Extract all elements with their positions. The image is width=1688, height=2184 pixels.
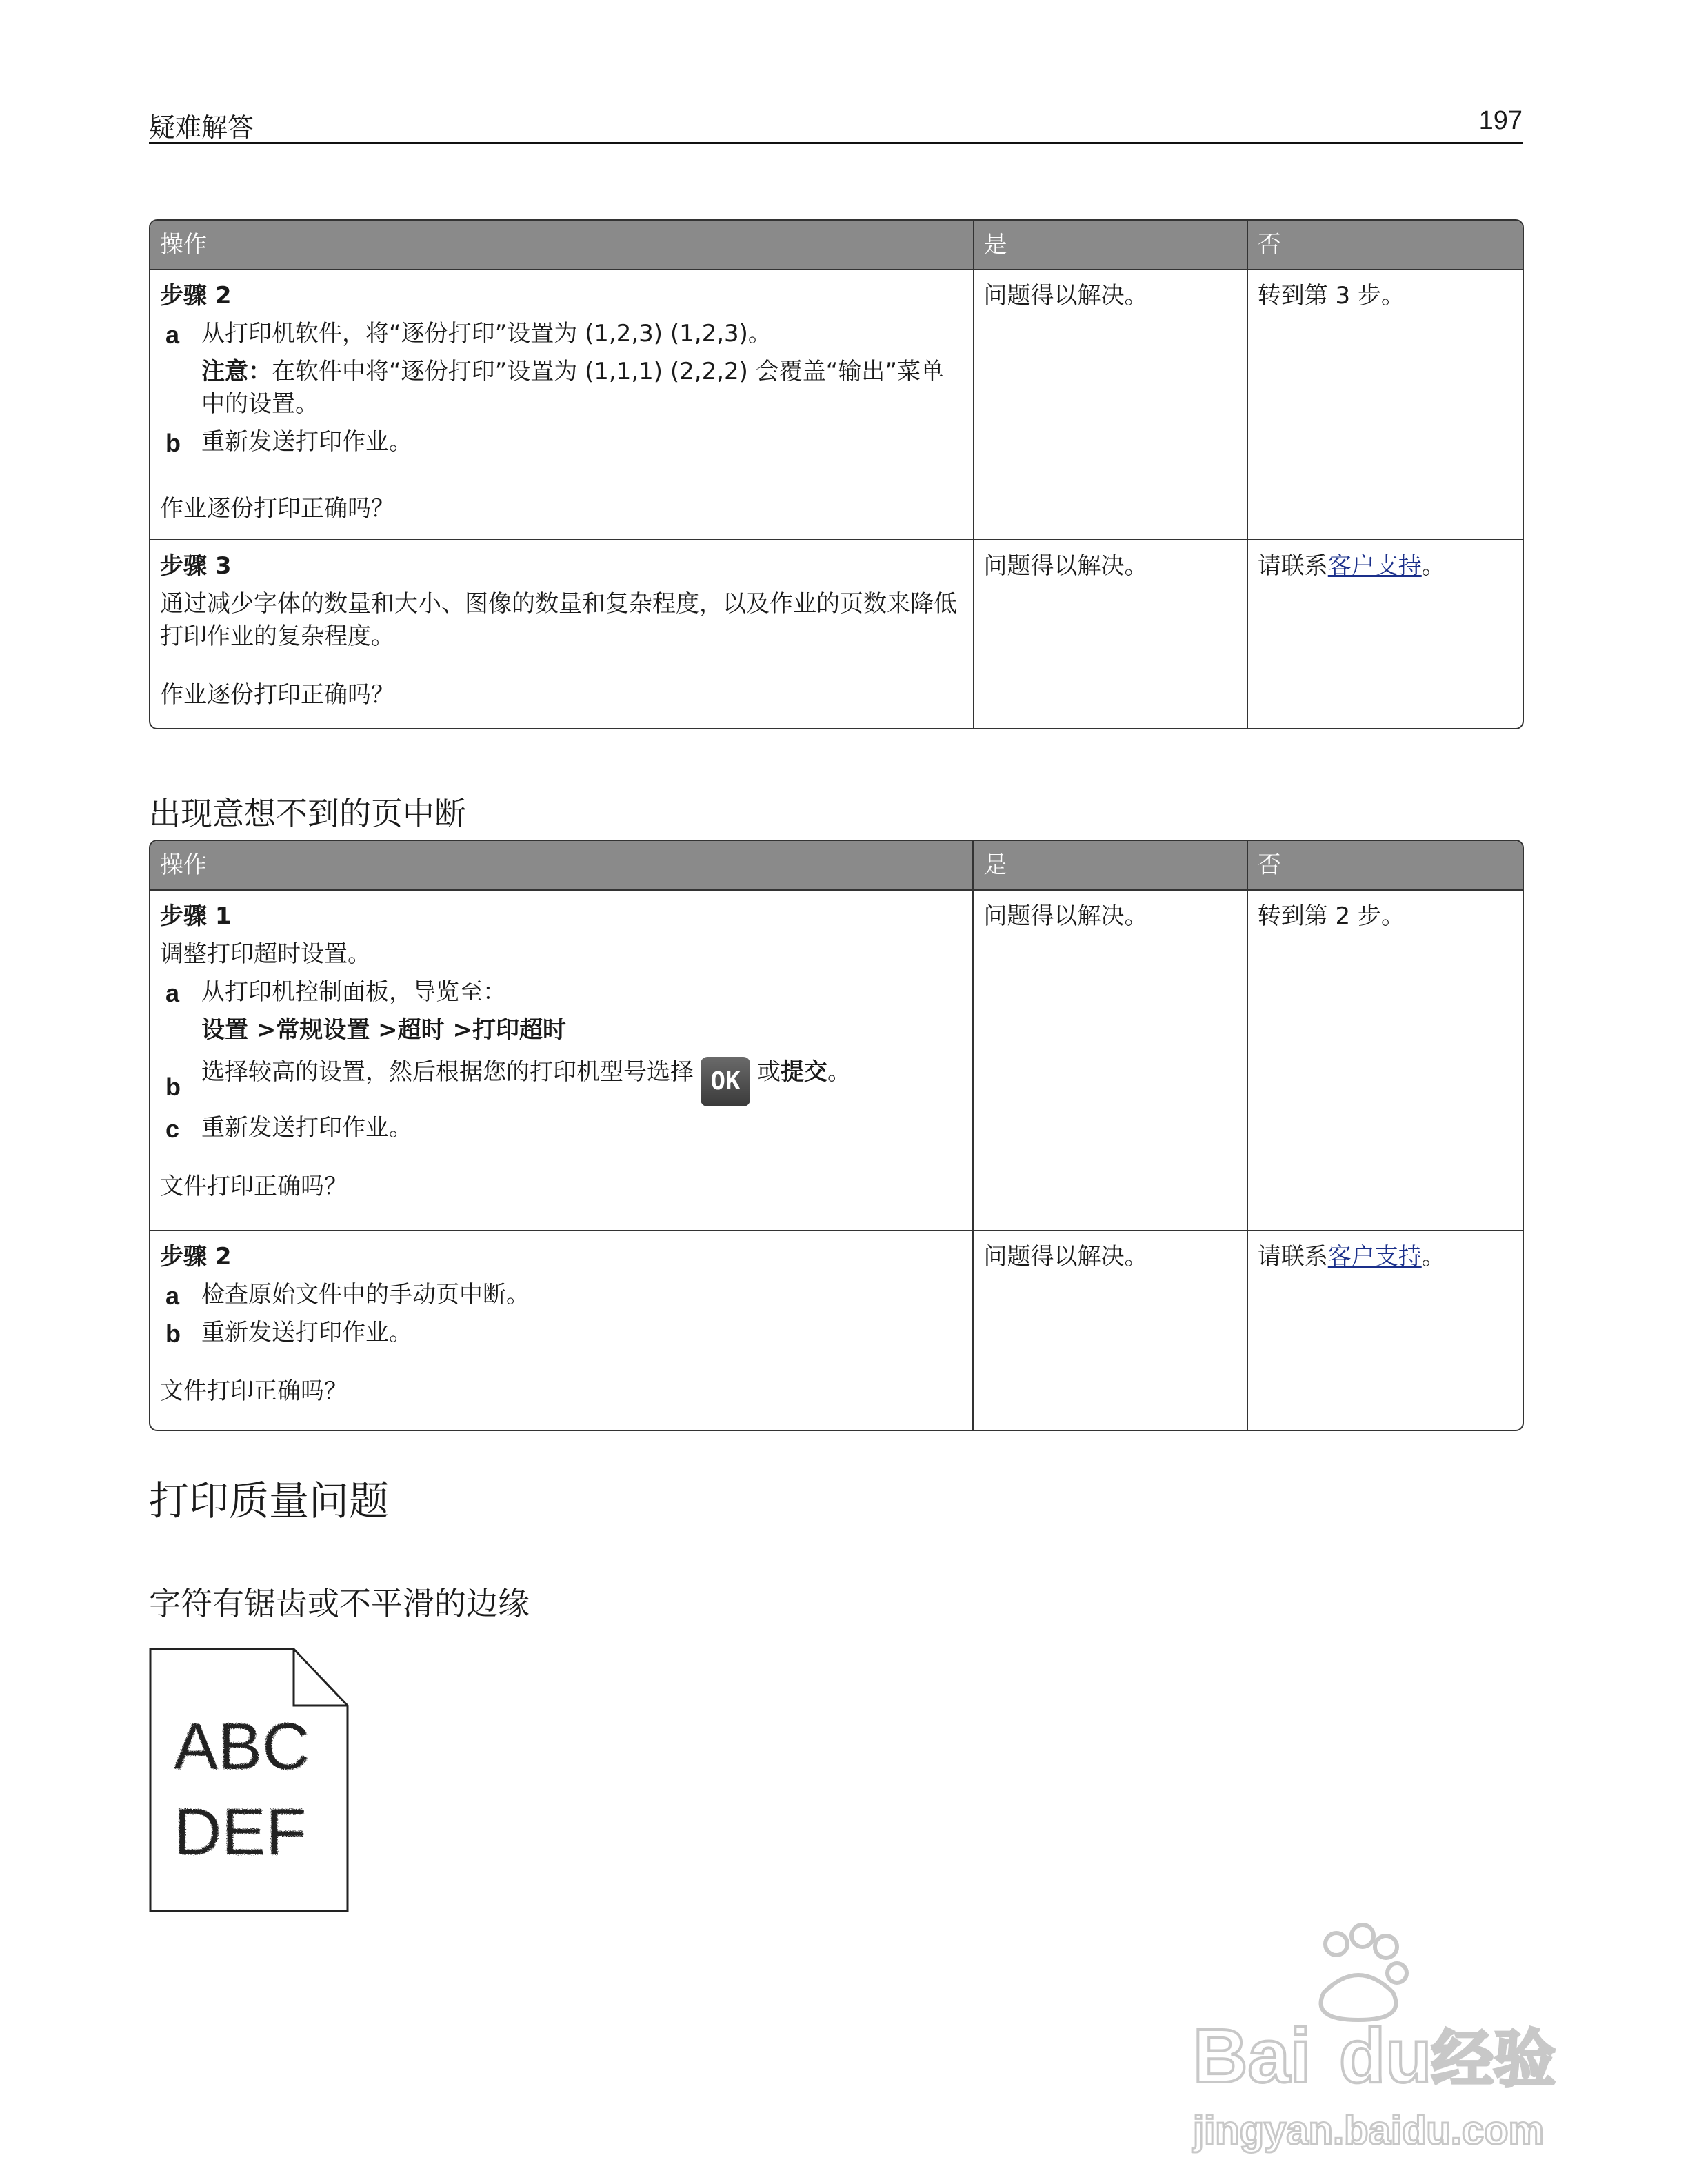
step-question: 文件打印正确吗？ — [160, 1377, 348, 1405]
substep-letter: c — [165, 1114, 180, 1143]
ok-button-icon: OK — [701, 1057, 750, 1106]
substep-text: 重新发送打印作业。 — [201, 1113, 412, 1142]
column-header-action: 操作 — [150, 221, 974, 270]
no-cell — [1248, 1231, 1523, 1430]
action-cell — [150, 540, 974, 728]
column-header-no: 否 — [1248, 841, 1523, 891]
watermark-brand: Bai — [1193, 2014, 1312, 2099]
table-row — [150, 1231, 1523, 1430]
steps-table-page-breaks — [149, 840, 1524, 1431]
customer-support-link[interactable]: 客户支持 — [1327, 1243, 1422, 1271]
table-row — [150, 540, 1523, 728]
steps-table-collation — [149, 219, 1524, 729]
paw-logo-icon — [1321, 1925, 1407, 2020]
action-cell — [150, 270, 974, 540]
section-title-print-quality: 打印质量问题 — [149, 1477, 390, 1524]
step-question: 文件打印正确吗？ — [160, 1172, 348, 1200]
step-title: 步骤 2 — [160, 282, 232, 310]
substep-letter: b — [165, 1319, 181, 1348]
substep-text: 检查原始文件中的手动页中断。 — [201, 1280, 530, 1308]
yes-cell: 问题得以解决。 — [974, 891, 1247, 1231]
jagged-text-document-illustration — [149, 1648, 349, 1912]
step-question: 作业逐份打印正确吗？ — [160, 494, 394, 523]
submit-label: 提交 — [781, 1058, 827, 1086]
sample-text-line-1: ABC — [174, 1710, 310, 1783]
substep-text: 选择较高的设置，然后根据您的打印机型号选择 — [201, 1058, 694, 1086]
sample-text-line-2: DEF — [174, 1795, 306, 1869]
substep-text: 从打印机控制面板，导览至： — [201, 978, 506, 1006]
customer-support-link[interactable]: 客户支持 — [1327, 552, 1422, 580]
step-title: 步骤 1 — [160, 902, 232, 930]
menu-path: 设置 >常规设置 >超时 >打印超时 — [201, 1015, 566, 1044]
step-title: 步骤 3 — [160, 552, 232, 580]
table-row — [150, 270, 1523, 540]
substep-letter: b — [165, 1072, 181, 1101]
substep-letter: a — [165, 1281, 180, 1310]
note — [160, 356, 963, 421]
header-title: 疑难解答 — [149, 112, 254, 143]
note-text: 在软件中将“逐份打印”设置为 (1,1,1) (2,2,2) 会覆盖“输出”菜单中的设置。 — [201, 357, 944, 418]
yes-cell: 问题得以解决。 — [974, 270, 1248, 540]
no-prefix: 请联系 — [1257, 1243, 1328, 1271]
yes-cell: 问题得以解决。 — [974, 540, 1248, 728]
no-cell: 转到第 3 步。 — [1248, 270, 1523, 540]
column-header-action: 操作 — [150, 841, 974, 891]
column-header-no: 否 — [1248, 221, 1523, 270]
no-suffix: 。 — [1421, 552, 1445, 580]
no-cell — [1248, 540, 1523, 728]
page-number: 197 — [1478, 106, 1523, 135]
substep-text: 重新发送打印作业。 — [201, 1318, 412, 1346]
substep-b — [160, 1317, 963, 1349]
substep-a — [160, 318, 963, 350]
substep-text: 重新发送打印作业。 — [201, 427, 412, 456]
table-row — [150, 891, 1523, 1231]
watermark-cn: 经验 — [1431, 2023, 1556, 2096]
column-header-yes: 是 — [974, 221, 1248, 270]
step-text: 通过减少字体的数量和大小、图像的数量和复杂程度，以及作业的页数来降低打印作业的复杂程度。 — [160, 589, 957, 650]
yes-cell: 问题得以解决。 — [974, 1231, 1247, 1430]
step-title: 步骤 2 — [160, 1243, 232, 1271]
step-question: 作业逐份打印正确吗？ — [160, 680, 394, 709]
action-cell — [150, 1231, 974, 1430]
no-suffix: 。 — [1421, 1243, 1445, 1271]
substep-text: 从打印机软件，将“逐份打印”设置为 (1,2,3) (1,2,3)。 — [201, 319, 772, 347]
note-label: 注意： — [201, 357, 272, 385]
baidu-jingyan-watermark — [1186, 1917, 1572, 2165]
substep-letter: a — [165, 320, 180, 349]
substep-end: 。 — [827, 1058, 851, 1086]
substep-or: 或 — [757, 1058, 781, 1086]
step-intro: 调整打印超时设置。 — [160, 940, 371, 968]
substep-a — [160, 1279, 963, 1311]
page-header — [149, 103, 1523, 144]
substep-letter: b — [165, 428, 181, 457]
substep-c — [160, 1112, 963, 1144]
section-title-jagged-characters: 字符有锯齿或不平滑的边缘 — [149, 1585, 530, 1622]
no-prefix: 请联系 — [1257, 552, 1328, 580]
substep-b — [160, 426, 963, 458]
substep-letter: a — [165, 978, 180, 1007]
column-header-yes: 是 — [974, 841, 1247, 891]
section-title-page-breaks: 出现意想不到的页中断 — [149, 795, 466, 832]
no-cell: 转到第 2 步。 — [1248, 891, 1523, 1231]
substep-b — [160, 1056, 963, 1106]
table-header-row — [150, 221, 1523, 270]
table-header-row — [150, 841, 1523, 891]
watermark-brand-2: du — [1339, 2014, 1432, 2099]
watermark-url: jingyan.baidu.com — [1193, 2108, 1545, 2153]
action-cell — [150, 891, 974, 1231]
substep-a — [160, 976, 963, 1009]
